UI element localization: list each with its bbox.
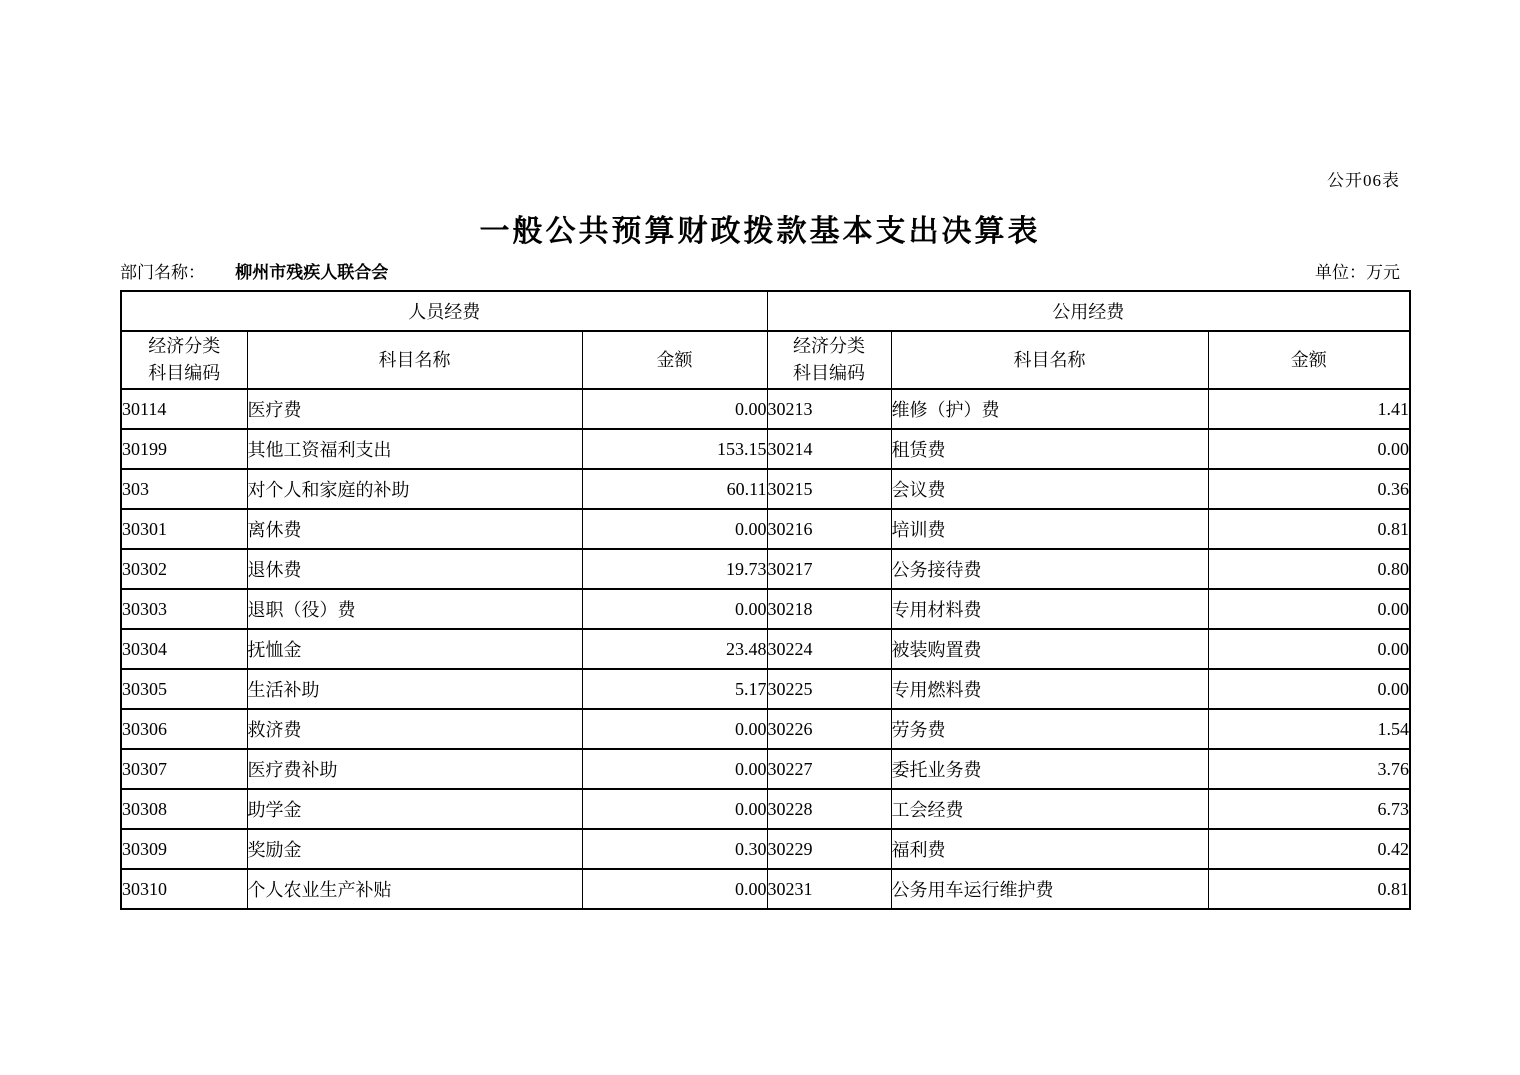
public-amount-column-header: 金额 bbox=[1208, 331, 1410, 389]
personnel-code-cell: 30307 bbox=[121, 749, 247, 789]
personnel-amount-cell: 5.17 bbox=[582, 669, 767, 709]
personnel-amount-cell: 0.00 bbox=[582, 509, 767, 549]
public-code-cell: 30231 bbox=[767, 869, 891, 909]
table-row bbox=[121, 709, 1410, 749]
public-name-cell: 劳务费 bbox=[891, 709, 1208, 749]
public-name-cell: 专用材料费 bbox=[891, 589, 1208, 629]
personnel-amount-cell: 23.48 bbox=[582, 629, 767, 669]
table-row bbox=[121, 629, 1410, 669]
department-label: 部门名称： bbox=[120, 263, 205, 282]
public-amount-cell: 1.41 bbox=[1208, 389, 1410, 429]
personnel-code-cell: 30114 bbox=[121, 389, 247, 429]
public-amount-cell: 3.76 bbox=[1208, 749, 1410, 789]
personnel-name-cell: 医疗费补助 bbox=[247, 749, 582, 789]
personnel-amount-cell: 153.15 bbox=[582, 429, 767, 469]
public-code-column-header bbox=[767, 331, 891, 389]
personnel-section-header: 人员经费 bbox=[121, 291, 767, 331]
personnel-amount-cell: 0.00 bbox=[582, 589, 767, 629]
public-amount-cell: 0.00 bbox=[1208, 669, 1410, 709]
personnel-code-cell: 30302 bbox=[121, 549, 247, 589]
code-header-line2: 科目编码 bbox=[793, 363, 865, 383]
personnel-name-cell: 抚恤金 bbox=[247, 629, 582, 669]
public-name-cell: 会议费 bbox=[891, 469, 1208, 509]
budget-table bbox=[120, 290, 1411, 910]
table-row bbox=[121, 789, 1410, 829]
personnel-code-cell: 30308 bbox=[121, 789, 247, 829]
public-amount-cell: 0.81 bbox=[1208, 509, 1410, 549]
public-code-cell: 30215 bbox=[767, 469, 891, 509]
public-code-cell: 30216 bbox=[767, 509, 891, 549]
table-row bbox=[121, 669, 1410, 709]
personnel-code-cell: 30306 bbox=[121, 709, 247, 749]
public-amount-cell: 0.00 bbox=[1208, 589, 1410, 629]
public-code-cell: 30214 bbox=[767, 429, 891, 469]
table-row bbox=[121, 389, 1410, 429]
page-title: 一般公共预算财政拨款基本支出决算表 bbox=[479, 215, 1041, 248]
public-name-cell: 被装购置费 bbox=[891, 629, 1208, 669]
personnel-name-cell: 退职（役）费 bbox=[247, 589, 582, 629]
public-section-header: 公用经费 bbox=[767, 291, 1410, 331]
public-name-cell: 专用燃料费 bbox=[891, 669, 1208, 709]
public-code-cell: 30225 bbox=[767, 669, 891, 709]
personnel-code-cell: 30303 bbox=[121, 589, 247, 629]
public-code-cell: 30218 bbox=[767, 589, 891, 629]
public-amount-cell: 6.73 bbox=[1208, 789, 1410, 829]
personnel-amount-column-header: 金额 bbox=[582, 331, 767, 389]
public-code-cell: 30224 bbox=[767, 629, 891, 669]
public-amount-cell: 0.00 bbox=[1208, 429, 1410, 469]
personnel-name-column-header: 科目名称 bbox=[247, 331, 582, 389]
public-name-cell: 委托业务费 bbox=[891, 749, 1208, 789]
personnel-code-cell: 30199 bbox=[121, 429, 247, 469]
personnel-code-column-header bbox=[121, 331, 247, 389]
public-code-cell: 30229 bbox=[767, 829, 891, 869]
section-header-row bbox=[121, 291, 1410, 331]
public-amount-cell: 0.42 bbox=[1208, 829, 1410, 869]
personnel-name-cell: 退休费 bbox=[247, 549, 582, 589]
personnel-name-cell: 其他工资福利支出 bbox=[247, 429, 582, 469]
meta-row bbox=[120, 258, 1400, 280]
public-name-cell: 租赁费 bbox=[891, 429, 1208, 469]
personnel-amount-cell: 0.00 bbox=[582, 869, 767, 909]
table-row bbox=[121, 749, 1410, 789]
code-header-line1: 经济分类 bbox=[148, 336, 221, 356]
table-row bbox=[121, 869, 1410, 909]
personnel-amount-cell: 0.30 bbox=[582, 829, 767, 869]
public-code-cell: 30217 bbox=[767, 549, 891, 589]
unit-label: 单位：万元 bbox=[1315, 263, 1400, 282]
table-row bbox=[121, 589, 1410, 629]
personnel-name-cell: 医疗费 bbox=[247, 389, 582, 429]
public-name-cell: 维修（护）费 bbox=[891, 389, 1208, 429]
personnel-code-cell: 30304 bbox=[121, 629, 247, 669]
doc-number-label: 公开06表 bbox=[1327, 171, 1400, 190]
personnel-name-cell: 生活补助 bbox=[247, 669, 582, 709]
public-code-cell: 30226 bbox=[767, 709, 891, 749]
personnel-name-cell: 助学金 bbox=[247, 789, 582, 829]
public-name-cell: 福利费 bbox=[891, 829, 1208, 869]
personnel-code-cell: 30301 bbox=[121, 509, 247, 549]
public-amount-cell: 1.54 bbox=[1208, 709, 1410, 749]
table-row bbox=[121, 469, 1410, 509]
personnel-amount-cell: 60.11 bbox=[582, 469, 767, 509]
personnel-name-cell: 奖励金 bbox=[247, 829, 582, 869]
personnel-amount-cell: 0.00 bbox=[582, 789, 767, 829]
public-name-column-header: 科目名称 bbox=[891, 331, 1208, 389]
column-header-row bbox=[121, 331, 1410, 389]
personnel-name-cell: 对个人和家庭的补助 bbox=[247, 469, 582, 509]
table-row bbox=[121, 429, 1410, 469]
table-row bbox=[121, 829, 1410, 869]
personnel-amount-cell: 0.00 bbox=[582, 749, 767, 789]
table-row bbox=[121, 549, 1410, 589]
public-amount-cell: 0.36 bbox=[1208, 469, 1410, 509]
public-amount-cell: 0.80 bbox=[1208, 549, 1410, 589]
personnel-code-cell: 303 bbox=[121, 469, 247, 509]
code-header-line1: 经济分类 bbox=[793, 336, 865, 356]
code-header-line2: 科目编码 bbox=[148, 363, 221, 383]
personnel-code-cell: 30309 bbox=[121, 829, 247, 869]
public-code-cell: 30213 bbox=[767, 389, 891, 429]
public-amount-cell: 0.00 bbox=[1208, 629, 1410, 669]
personnel-amount-cell: 0.00 bbox=[582, 389, 767, 429]
public-name-cell: 培训费 bbox=[891, 509, 1208, 549]
personnel-amount-cell: 19.73 bbox=[582, 549, 767, 589]
table-row bbox=[121, 509, 1410, 549]
personnel-name-cell: 个人农业生产补贴 bbox=[247, 869, 582, 909]
personnel-code-cell: 30305 bbox=[121, 669, 247, 709]
department-name: 柳州市残疾人联合会 bbox=[235, 263, 389, 282]
personnel-name-cell: 救济费 bbox=[247, 709, 582, 749]
personnel-amount-cell: 0.00 bbox=[582, 709, 767, 749]
public-name-cell: 公务接待费 bbox=[891, 549, 1208, 589]
public-code-cell: 30227 bbox=[767, 749, 891, 789]
personnel-code-cell: 30310 bbox=[121, 869, 247, 909]
public-name-cell: 公务用车运行维护费 bbox=[891, 869, 1208, 909]
public-name-cell: 工会经费 bbox=[891, 789, 1208, 829]
public-amount-cell: 0.81 bbox=[1208, 869, 1410, 909]
personnel-name-cell: 离休费 bbox=[247, 509, 582, 549]
public-code-cell: 30228 bbox=[767, 789, 891, 829]
